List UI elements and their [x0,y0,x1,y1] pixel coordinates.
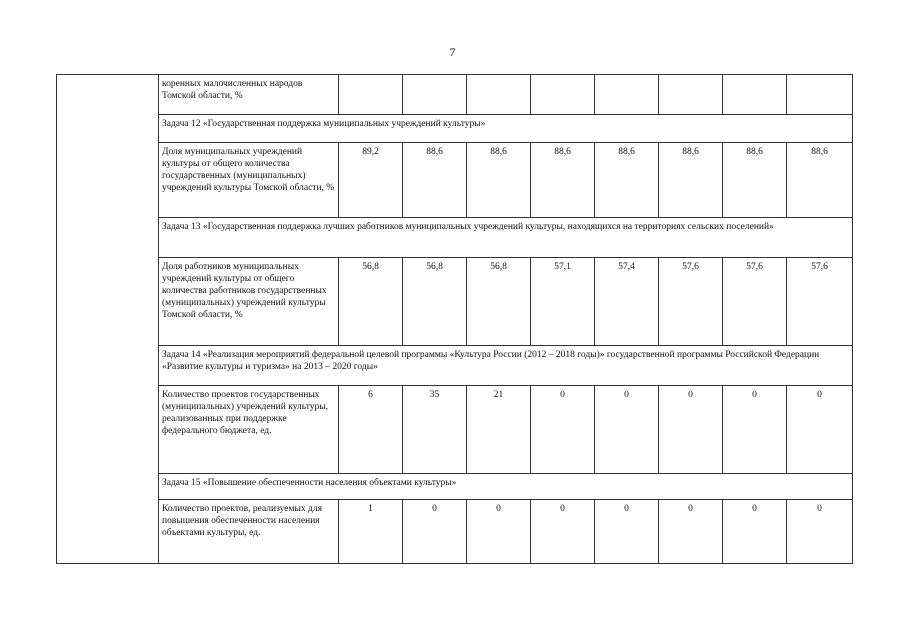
value-cell: 57,6 [787,258,853,346]
value-cell: 0 [659,500,723,564]
indicators-table [56,74,853,564]
value-cell: 35 [403,386,467,474]
value-cell [339,75,403,115]
value-cell: 89,2 [339,143,403,218]
value-cell: 0 [531,386,595,474]
value-cell: 88,6 [531,143,595,218]
value-cell: 56,8 [339,258,403,346]
indicator-label: коренных малочисленных народов Томской области, % [159,75,339,115]
value-cell: 0 [723,386,787,474]
task-row [57,218,853,258]
page-number: 7 [449,45,456,59]
task-row [57,474,853,500]
table-row [57,75,853,115]
value-cell [531,75,595,115]
value-cell [787,75,853,115]
value-cell: 0 [787,500,853,564]
indicator-label: Количество проектов, реализуемых для повышения обеспеченности населения объектами культуры, ед. [159,500,339,564]
task-heading: Задача 12 «Государственная поддержка муниципальных учреждений культуры» [159,115,853,143]
value-cell [467,75,531,115]
indicator-label: Доля работников муниципальных учреждений культуры от общего количества работников государственных (муниципальных) учреждений культуры Томской области, % [159,258,339,346]
value-cell: 57,6 [723,258,787,346]
value-cell [595,75,659,115]
value-cell: 88,6 [595,143,659,218]
task-heading: Задача 15 «Повышение обеспеченности населения объектами культуры» [159,474,853,500]
task-row [57,115,853,143]
value-cell: 56,8 [467,258,531,346]
task-heading: Задача 14 «Реализация мероприятий федеральной целевой программы «Культура России (2012 – 2018 годы)» государственной программы Российской Федерации «Развитие культуры и туризма» на 2013 – 2020 годы» [159,346,853,386]
value-cell: 88,6 [403,143,467,218]
value-cell: 0 [403,500,467,564]
blank-left-column [57,75,159,564]
value-cell: 21 [467,386,531,474]
table-row [57,386,853,474]
value-cell: 88,6 [467,143,531,218]
task-heading: Задача 13 «Государственная поддержка лучших работников муниципальных учреждений культуры, находящихся на территориях сельских поселений» [159,218,853,258]
value-cell [659,75,723,115]
value-cell [723,75,787,115]
value-cell: 88,6 [787,143,853,218]
value-cell: 56,8 [403,258,467,346]
value-cell: 88,6 [723,143,787,218]
value-cell: 0 [787,386,853,474]
value-cell: 0 [531,500,595,564]
value-cell: 0 [723,500,787,564]
value-cell: 57,6 [659,258,723,346]
value-cell: 6 [339,386,403,474]
value-cell: 57,4 [595,258,659,346]
task-row [57,346,853,386]
value-cell: 0 [659,386,723,474]
value-cell: 0 [595,500,659,564]
table-row [57,258,853,346]
table-row [57,143,853,218]
indicator-label: Доля муниципальных учреждений культуры от общего количества государственных (муниципальных) учреждений культуры Томской области, % [159,143,339,218]
value-cell [403,75,467,115]
table-row [57,500,853,564]
value-cell: 0 [595,386,659,474]
value-cell: 0 [467,500,531,564]
value-cell: 88,6 [659,143,723,218]
indicator-label: Количество проектов государственных (муниципальных) учреждений культуры, реализованных при поддержке федерального бюджета, ед. [159,386,339,474]
value-cell: 1 [339,500,403,564]
value-cell: 57,1 [531,258,595,346]
